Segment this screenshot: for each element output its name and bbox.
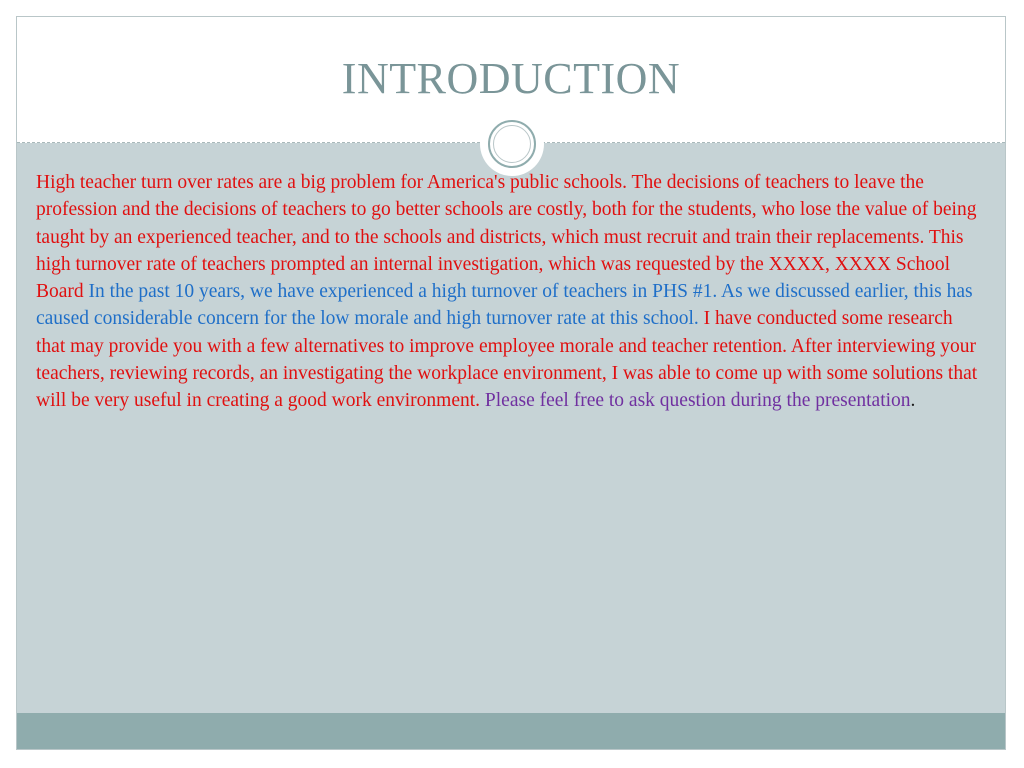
body-text-blue-context: In the past 10 years, we have experienced a high turnover of teachers in PHS #1. As we discussed earlier, this has caused considerable concern for the low morale and high turnover rate at this school. <box>36 281 973 330</box>
body-text-red-research: I have conducted some research that may provide you with a few alternatives to improve employee morale and teacher retention. After interviewing your teachers, reviewing records, an investigating the workplace environment, I was able to come up with some solutions that will be very useful in creating a good work environment. <box>36 308 978 412</box>
ornament-inner-ring <box>493 125 531 163</box>
slide <box>16 16 1006 750</box>
body-text-red-intro: High teacher turn over rates are a big problem for America's public schools. The decisions of teachers to leave the profession and the decisions of teachers to go better schools are costly, both for the students, who lose the value of being taught by an experienced teacher, and to the schools and districts, which must recruit and train their replacements. This high turnover rate of teachers prompted an internal investigation, which was requested by the XXXX, XXXX School Board <box>36 172 977 303</box>
slide-title: INTRODUCTION <box>341 54 681 103</box>
body-text-final-period: . <box>910 390 916 412</box>
circle-ornament-icon <box>480 112 544 176</box>
body-paragraph <box>36 169 981 415</box>
body-text-purple-invitation: Please feel free to ask question during the presentation <box>480 390 911 412</box>
ornament-ring <box>488 120 536 168</box>
footer-bar <box>17 713 1005 749</box>
